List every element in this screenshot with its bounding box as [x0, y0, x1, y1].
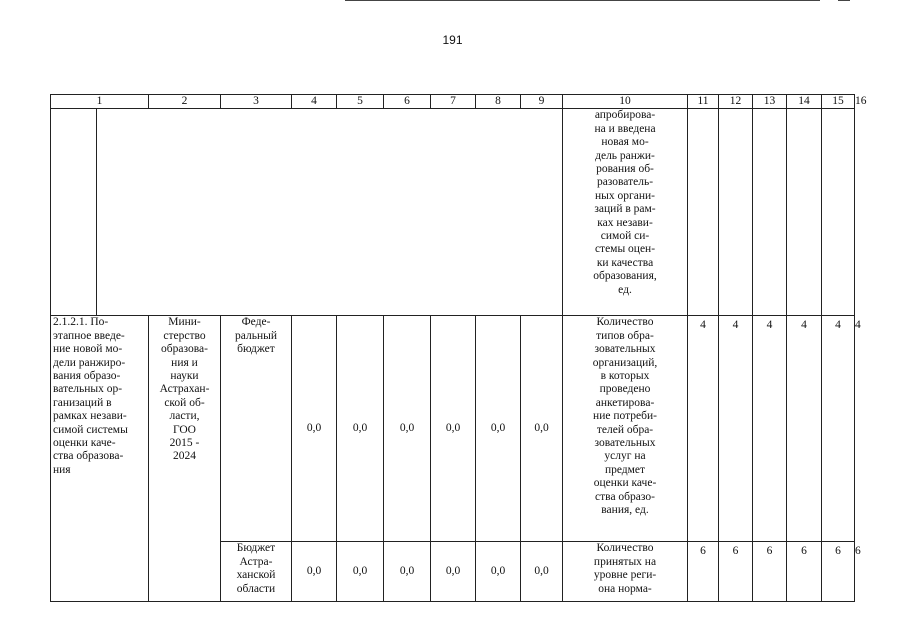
measure-line: вательных ор-: [53, 383, 123, 396]
table-row-sub2: Бюджет Астра- ханской области 0,0 0,0 0,0 0,0 0,0 0,0 Количество принятых на уровне реги- она норма- 6 6 6 6 6 6: [51, 542, 855, 602]
indicator-line: симой си-: [600, 230, 650, 243]
indicator-line: ных органи-: [595, 189, 655, 202]
measure-line: вания образо-: [53, 370, 121, 383]
table-row-continuation: [51, 109, 855, 316]
measure-line: оценки каче-: [53, 437, 116, 450]
target-cell: 6: [787, 542, 822, 602]
indicator-line: дель ранжи-: [595, 149, 655, 162]
top-rule-short: [838, 0, 850, 1]
executor-line: ласти,: [169, 410, 200, 423]
indicator-line: апробирова-: [594, 109, 656, 122]
value-cell: 0,0: [337, 542, 384, 602]
executor-line: науки: [170, 370, 199, 383]
measure-cell: [51, 316, 149, 602]
target-cell: 4: [753, 316, 787, 542]
indicator-line: она норма-: [598, 582, 652, 595]
source-cell: [221, 542, 292, 602]
header-cell: 2: [149, 95, 221, 109]
table-row-main: 2.1.2.1. По- этапное введе- ние новой мо- дели ранжиро- вания образо- вательных ор- ганизаций в рамках незави- симой системы оценки каче- ства образова- ния Мини- стерство образова- ния и науки Астрахан- ской об- ласти, ГОО 2015 - 2024 Феде- ральный бюджет 0,0 0,0 0,0 0,0 0,0 0,0 Количество типов обра- зовательных организаций, в которых проведено анкетирова- ние потреби- телей обра- зовательных услуг на предмет оценки каче- ства образо- вания, ед. 4 4 4 4 4 4: [51, 316, 855, 542]
indicator-line: типов обра-: [596, 329, 654, 342]
page-number: 191: [442, 33, 463, 47]
indicator-line: уровне реги-: [593, 569, 657, 582]
measure-line: ние новой мо-: [53, 343, 123, 356]
header-cell: 11: [688, 95, 719, 109]
measure-line: ганизаций в: [53, 396, 112, 409]
header-cell: 7: [431, 95, 476, 109]
indicator-line: анкетирова-: [595, 396, 655, 409]
top-rule: [345, 0, 820, 1]
header-cell: 6: [384, 95, 431, 109]
indicator-cell: [563, 316, 688, 542]
value-cell: 0,0: [292, 316, 337, 542]
executor-line: Мини-: [168, 316, 201, 329]
indicator-line: принятых на: [593, 555, 657, 568]
indicator-line: Количество: [596, 316, 654, 329]
indicator-line: рования об-: [596, 163, 654, 176]
table-cell: [753, 109, 787, 316]
table-cell: [787, 109, 822, 316]
header-cell: 12: [719, 95, 753, 109]
indicator-line: организаций,: [592, 356, 658, 369]
target-cell: 6: [719, 542, 753, 602]
source-line: бюджет: [237, 343, 275, 356]
value-cell: 0,0: [476, 542, 521, 602]
indicator-line: ки качества: [596, 256, 654, 269]
indicator-line: вания, ед.: [601, 504, 649, 517]
source-line: Бюджет: [236, 542, 276, 555]
indicator-line: услуг на: [604, 450, 646, 463]
executor-line: стерство: [163, 329, 206, 342]
indicator-line: заций в рам-: [594, 203, 656, 216]
indicator-line: ние потреби-: [593, 410, 657, 423]
indicator-line: в которых: [600, 370, 650, 383]
target-cell: 6: [688, 542, 719, 602]
executor-line: ГОО: [173, 423, 196, 436]
indicator-cell: [563, 109, 688, 316]
header-cell: 1: [51, 95, 149, 109]
executor-line: образова-: [161, 343, 208, 356]
target-cell: 6: [753, 542, 787, 602]
target-cell: 4: [822, 316, 855, 542]
header-cell: 10: [563, 95, 688, 109]
value-cell: 0,0: [337, 316, 384, 542]
indicator-line: ках незави-: [597, 216, 653, 229]
indicator-line: стемы оцен-: [594, 243, 656, 256]
executor-line: ния и: [171, 356, 198, 369]
indicator-line: ства образо-: [595, 490, 655, 503]
target-cell: 4: [719, 316, 753, 542]
target-cell: 6: [822, 542, 855, 602]
indicator-line: разователь-: [596, 176, 654, 189]
source-line: области: [236, 582, 276, 595]
measure-line: этапное введе-: [53, 329, 125, 342]
value-cell: 0,0: [431, 316, 476, 542]
value-cell: 0,0: [476, 316, 521, 542]
indicator-line: новая мо-: [601, 136, 649, 149]
indicator-line: зовательных: [594, 437, 656, 450]
source-line: Астра-: [239, 555, 273, 568]
indicator-line: зовательных: [594, 343, 656, 356]
measure-line: дели ранжиро-: [53, 356, 126, 369]
measure-line: рамках незави-: [53, 410, 127, 423]
measure-line: симой системы: [53, 423, 128, 436]
executor-line: Астрахан-: [159, 383, 210, 396]
value-cell: 0,0: [521, 542, 563, 602]
target-cell: 4: [787, 316, 822, 542]
header-cell: 13: [753, 95, 787, 109]
executor-line: ской об-: [164, 396, 205, 409]
indicator-line: проведено: [599, 383, 651, 396]
indicator-line: предмет: [604, 463, 646, 476]
header-cell: 9: [521, 95, 563, 109]
table-cell-blank: [97, 109, 563, 316]
indicator-line: образования,: [593, 270, 657, 283]
header-cell: 14: [787, 95, 822, 109]
table-cell: [719, 109, 753, 316]
indicator-line: на и введена: [594, 122, 656, 135]
header-cell: 5: [337, 95, 384, 109]
source-line: ханской: [236, 569, 276, 582]
measure-line: ства образова-: [53, 450, 124, 463]
value-cell: 0,0: [384, 542, 431, 602]
table-cell: [822, 109, 855, 316]
header-cell: 4: [292, 95, 337, 109]
indicator-line: ед.: [618, 283, 632, 296]
source-line: ральный: [235, 329, 277, 342]
value-cell: 0,0: [292, 542, 337, 602]
table-cell: [688, 109, 719, 316]
table-cell: [51, 109, 97, 316]
executor-line: 2024: [173, 450, 196, 463]
value-cell: 0,0: [431, 542, 476, 602]
header-cell: 15: [822, 95, 855, 109]
header-cell: 8: [476, 95, 521, 109]
value-cell: 0,0: [384, 316, 431, 542]
header-row: 1 2 3 4 5 6 7 8 9 10 11 12 13 14 15 16: [51, 95, 855, 109]
executor-line: 2015 -: [169, 437, 200, 450]
executor-cell: [149, 316, 221, 602]
value-cell: 0,0: [521, 316, 563, 542]
target-cell: 4: [688, 316, 719, 542]
indicator-line: оценки каче-: [593, 477, 657, 490]
header-cell: 3: [221, 95, 292, 109]
source-line: Феде-: [241, 316, 271, 329]
indicator-line: телей обра-: [596, 423, 654, 436]
indicator-line: Количество: [596, 542, 654, 555]
source-cell: [221, 316, 292, 542]
measure-line: 2.1.2.1. По-: [53, 316, 109, 329]
program-table: [50, 94, 867, 602]
measure-line: ния: [53, 463, 71, 476]
indicator-cell: [563, 542, 688, 602]
